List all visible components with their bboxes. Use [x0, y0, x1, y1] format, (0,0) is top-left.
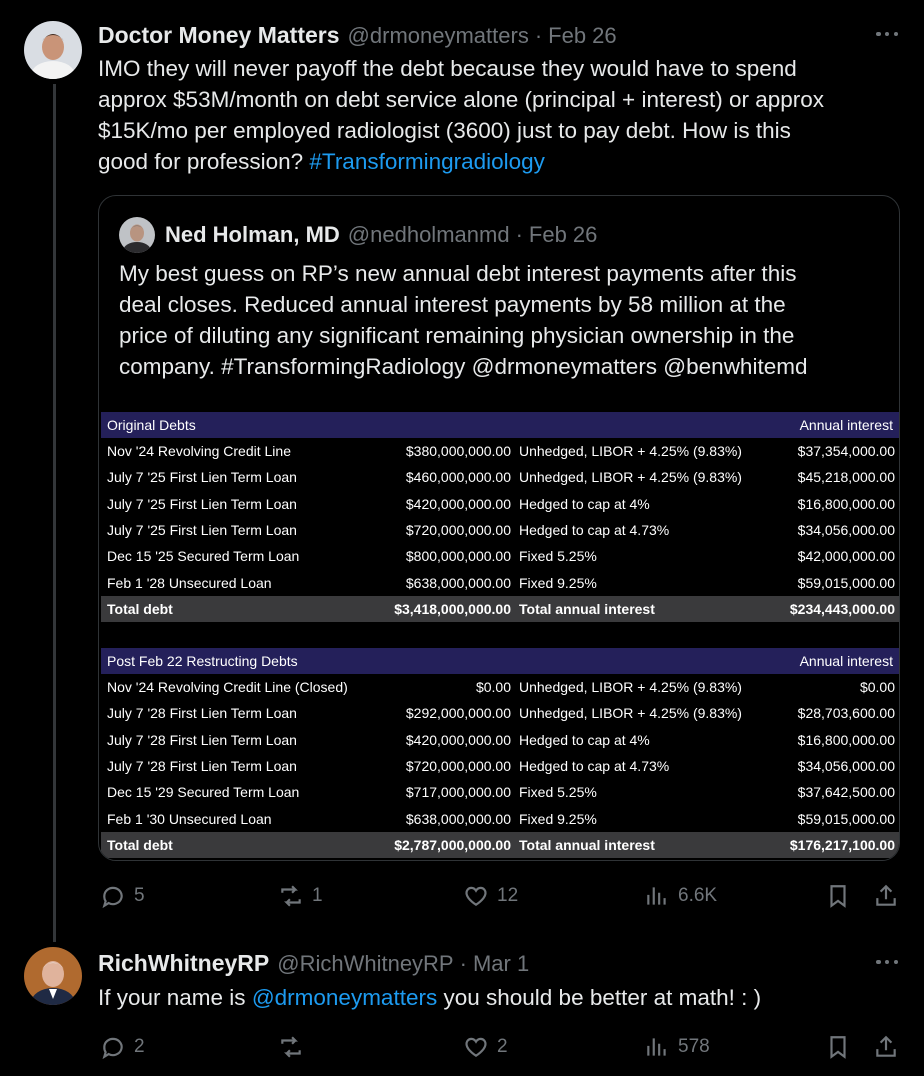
like-count: 2	[497, 1036, 508, 1057]
principal-cell: $800,000,000.00	[405, 548, 511, 565]
tweet-date[interactable]: Mar 1	[472, 951, 530, 976]
rate-terms-cell: Hedged to cap at 4.73%	[519, 522, 670, 539]
separator-dot: ·	[459, 951, 467, 976]
more-icon[interactable]	[872, 952, 902, 972]
rate-terms-cell: Total annual interest	[519, 836, 655, 853]
loan-name-cell: July 7 '25 First Lien Term Loan	[107, 522, 297, 539]
table-row	[101, 779, 899, 805]
debt-table-image[interactable]	[101, 412, 899, 860]
tweet-text-line: IMO they will never payoff the debt because they would have to spend	[98, 56, 797, 81]
views-button[interactable]	[644, 879, 717, 913]
reply-count: 2	[134, 1036, 145, 1057]
table-row	[101, 517, 899, 543]
thread-connector-line	[53, 84, 56, 942]
tweet-actions-bar	[98, 1030, 900, 1064]
loan-name-cell: Nov '24 Revolving Credit Line (Closed)	[107, 679, 348, 696]
loan-name-cell: Total debt	[107, 836, 173, 853]
rate-terms-cell: Unhedged, LIBOR + 4.25% (9.83%)	[519, 705, 742, 722]
tweet-text	[98, 982, 898, 1013]
principal-cell: $2,787,000,000.00	[394, 836, 511, 853]
retweet-icon	[278, 1034, 304, 1060]
retweet-icon	[278, 883, 304, 909]
tweet-text-part: you should be better at math! : )	[437, 985, 762, 1010]
table-header	[101, 648, 899, 674]
annual-interest-cell: $28,703,600.00	[797, 705, 895, 722]
bookmark-button[interactable]	[825, 879, 851, 913]
principal-cell: $0.00	[475, 679, 511, 696]
rate-terms-cell: Hedged to cap at 4%	[519, 731, 650, 748]
share-button[interactable]	[873, 879, 899, 913]
rate-terms-cell: Hedged to cap at 4%	[519, 495, 650, 512]
annual-interest-cell: $234,443,000.00	[789, 600, 895, 617]
retweet-button[interactable]	[278, 1030, 312, 1064]
rate-terms-cell: Fixed 5.25%	[519, 784, 597, 801]
view-count: 578	[678, 1036, 710, 1057]
tweet-text-line: good for profession?	[98, 149, 310, 174]
retweet-count: 1	[312, 885, 323, 906]
column-header: Annual interest	[799, 417, 893, 433]
principal-cell: $292,000,000.00	[405, 705, 511, 722]
table-row	[101, 491, 899, 517]
like-icon	[463, 1034, 489, 1060]
reply-icon	[100, 883, 126, 909]
quoted-text-line: My best guess on RP’s new annual debt interest payments after this	[119, 261, 797, 286]
annual-interest-cell: $16,800,000.00	[797, 495, 895, 512]
views-icon	[644, 883, 670, 909]
tweet-text-part: If your name is	[98, 985, 252, 1010]
loan-name-cell: July 7 '25 First Lien Term Loan	[107, 495, 297, 512]
table-row	[101, 805, 899, 831]
tweet-header	[98, 950, 529, 977]
loan-name-cell: July 7 '28 First Lien Term Loan	[107, 705, 297, 722]
principal-cell: $3,418,000,000.00	[394, 600, 511, 617]
table-row	[101, 753, 899, 779]
author-handle[interactable]: @drmoneymatters	[347, 23, 529, 48]
original-debts-table	[101, 412, 899, 622]
post-restructuring-debts-table	[101, 648, 899, 858]
quoted-author-name: Ned Holman, MD	[165, 222, 340, 247]
principal-cell: $720,000,000.00	[405, 758, 511, 775]
principal-cell: $420,000,000.00	[405, 731, 511, 748]
total-row	[101, 832, 899, 858]
rate-terms-cell: Fixed 9.25%	[519, 574, 597, 591]
table-row	[101, 464, 899, 490]
bookmark-icon	[825, 1034, 851, 1060]
quoted-tweet-header	[119, 217, 597, 253]
quoted-author-handle: @nedholmanmd	[347, 222, 510, 247]
like-icon	[463, 883, 489, 909]
loan-name-cell: Feb 1 '30 Unsecured Loan	[107, 810, 272, 827]
principal-cell: $638,000,000.00	[405, 810, 511, 827]
table-header	[101, 412, 899, 438]
table-row	[101, 700, 899, 726]
annual-interest-cell: $176,217,100.00	[789, 836, 895, 853]
share-icon	[873, 883, 899, 909]
reply-button[interactable]	[100, 1030, 145, 1064]
annual-interest-cell: $34,056,000.00	[797, 522, 895, 539]
principal-cell: $720,000,000.00	[405, 522, 511, 539]
quoted-text-line: price of diluting any significant remaining physician ownership in the	[119, 323, 795, 348]
tweet-text	[98, 53, 898, 177]
table-row	[101, 438, 899, 464]
table-row	[101, 727, 899, 753]
views-icon	[644, 1034, 670, 1060]
tweet-header	[98, 22, 617, 49]
author-handle[interactable]: @RichWhitneyRP	[277, 951, 454, 976]
reply-count: 5	[134, 885, 145, 906]
tweet-date[interactable]: Feb 26	[548, 23, 617, 48]
loan-name-cell: Dec 15 '29 Secured Term Loan	[107, 784, 300, 801]
reply-button[interactable]	[100, 879, 145, 913]
annual-interest-cell: $16,800,000.00	[797, 731, 895, 748]
annual-interest-cell: $42,000,000.00	[797, 548, 895, 565]
principal-cell: $638,000,000.00	[405, 574, 511, 591]
loan-name-cell: Total debt	[107, 600, 173, 617]
rate-terms-cell: Total annual interest	[519, 600, 655, 617]
principal-cell: $717,000,000.00	[405, 784, 511, 801]
table-row	[101, 543, 899, 569]
annual-interest-cell: $59,015,000.00	[797, 810, 895, 827]
loan-name-cell: July 7 '28 First Lien Term Loan	[107, 731, 297, 748]
quoted-text-line: deal closes. Reduced annual interest payments by 58 million at the	[119, 292, 786, 317]
tweet-text-line: $15K/mo per employed radiologist (3600) just to pay debt. How is this	[98, 118, 791, 143]
rate-terms-cell: Unhedged, LIBOR + 4.25% (9.83%)	[519, 679, 742, 696]
bookmark-button[interactable]	[825, 1030, 851, 1064]
table-row	[101, 674, 899, 700]
tweet-actions-bar	[98, 879, 900, 913]
loan-name-cell: Feb 1 '28 Unsecured Loan	[107, 574, 272, 591]
like-count: 12	[497, 885, 519, 906]
total-row	[101, 596, 899, 622]
quoted-tweet-card[interactable]	[98, 195, 900, 861]
annual-interest-cell: $45,218,000.00	[797, 469, 895, 486]
quoted-tweet-date: Feb 26	[528, 222, 598, 247]
bookmark-icon	[825, 883, 851, 909]
loan-name-cell: Nov '24 Revolving Credit Line	[107, 443, 291, 460]
rate-terms-cell: Fixed 5.25%	[519, 548, 597, 565]
avatar-richwhitneyrp[interactable]	[24, 947, 82, 1005]
loan-name-cell: July 7 '28 First Lien Term Loan	[107, 758, 297, 775]
rate-terms-cell: Hedged to cap at 4.73%	[519, 758, 670, 775]
view-count: 6.6K	[678, 885, 718, 906]
section-title: Post Feb 22 Restructing Debts	[107, 653, 298, 669]
tweet-text-line: approx $53M/month on debt service alone (principal + interest) or approx	[98, 87, 825, 112]
annual-interest-cell: $34,056,000.00	[797, 758, 895, 775]
table-row	[101, 569, 899, 595]
like-button[interactable]	[463, 1030, 508, 1064]
principal-cell: $420,000,000.00	[405, 495, 511, 512]
loan-name-cell: Dec 15 '25 Secured Term Loan	[107, 548, 300, 565]
quoted-text-line: company. #TransformingRadiology @drmoneymatters @benwhitemd	[119, 354, 808, 379]
principal-cell: $380,000,000.00	[405, 443, 511, 460]
author-name[interactable]: RichWhitneyRP	[98, 950, 270, 976]
share-icon	[873, 1034, 899, 1060]
avatar-nedholmanmd	[119, 217, 155, 253]
retweet-button[interactable]	[278, 879, 323, 913]
column-header: Annual interest	[799, 653, 893, 669]
annual-interest-cell: $0.00	[859, 679, 895, 696]
author-name[interactable]: Doctor Money Matters	[98, 22, 340, 48]
hashtag-link[interactable]: #Transformingradiology	[309, 149, 545, 174]
mention-link[interactable]: @drmoneymatters	[251, 985, 438, 1010]
section-title: Original Debts	[107, 417, 196, 433]
annual-interest-cell: $37,642,500.00	[797, 784, 895, 801]
rate-terms-cell: Fixed 9.25%	[519, 810, 597, 827]
rate-terms-cell: Unhedged, LIBOR + 4.25% (9.83%)	[519, 443, 742, 460]
views-button[interactable]	[644, 1030, 710, 1064]
annual-interest-cell: $59,015,000.00	[797, 574, 895, 591]
like-button[interactable]	[463, 879, 518, 913]
separator-dot: ·	[515, 222, 523, 247]
share-button[interactable]	[873, 1030, 899, 1064]
reply-icon	[100, 1034, 126, 1060]
separator-dot: ·	[534, 23, 543, 48]
more-icon[interactable]	[872, 24, 902, 44]
rate-terms-cell: Unhedged, LIBOR + 4.25% (9.83%)	[519, 469, 742, 486]
loan-name-cell: July 7 '25 First Lien Term Loan	[107, 469, 297, 486]
avatar-drmoneymatters[interactable]	[24, 21, 82, 79]
annual-interest-cell: $37,354,000.00	[797, 443, 895, 460]
quoted-tweet-text	[119, 258, 879, 382]
principal-cell: $460,000,000.00	[405, 469, 511, 486]
